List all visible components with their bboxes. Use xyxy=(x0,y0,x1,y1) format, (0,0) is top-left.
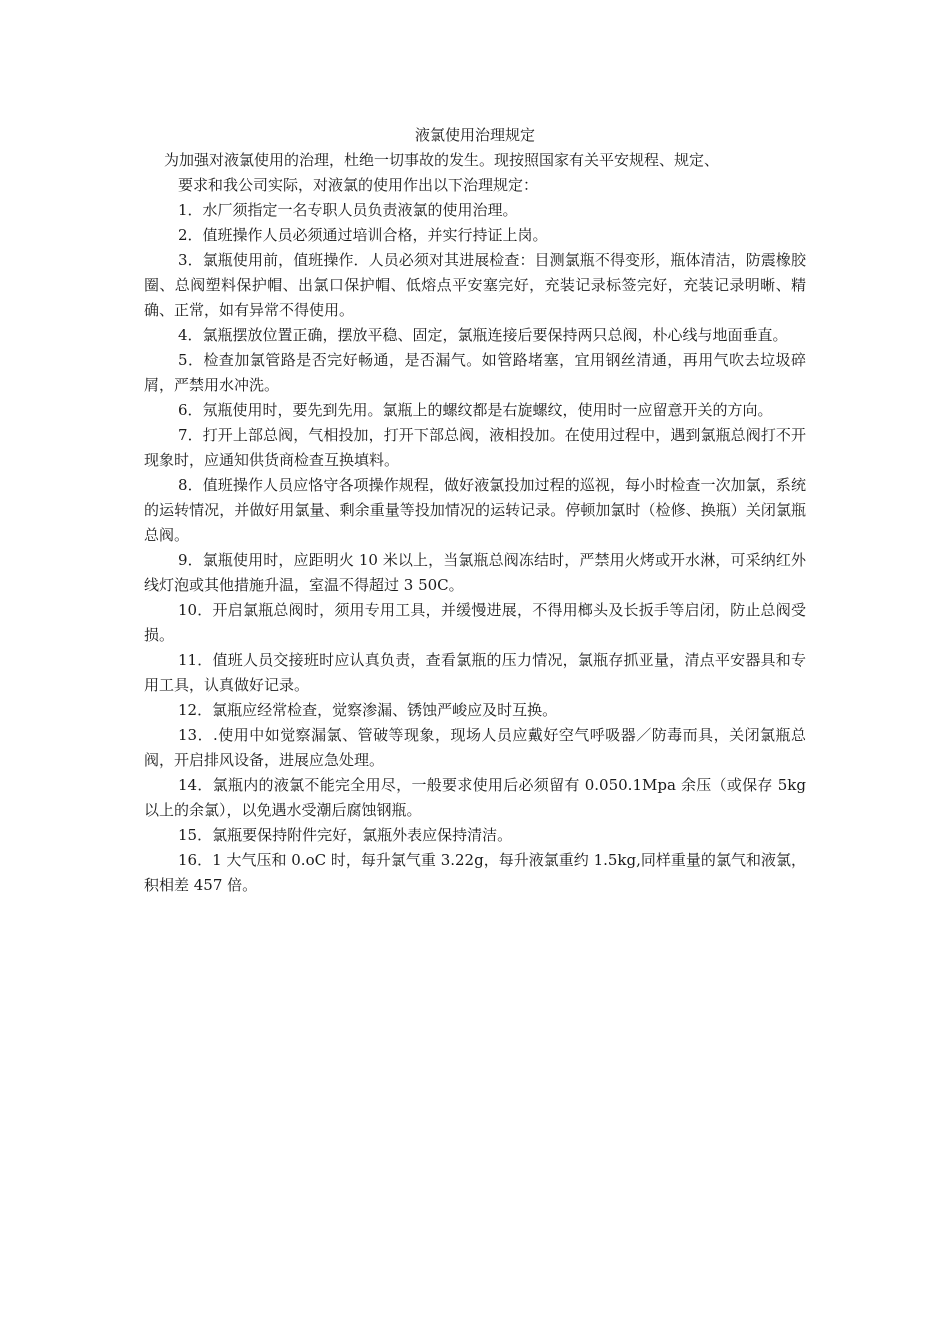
rule-item-6: 6．氖瓶使用时，要先到先用。氯瓶上的螺纹都是右旋螺纹，使用时一应留意开关的方向。 xyxy=(178,401,773,419)
rule-item-4: 4．氯瓶摆放位置正确，摆放平稳、固定，氯瓶连接后要保持两只总阀，朴心线与地面垂直。 xyxy=(178,326,788,344)
rule-item-5: 5．检查加氯管路是否完好畅通，是否漏气。如管路堵塞，宜用钢丝清通，再用气吹去垃圾碎屑，严禁用水冲洗。 xyxy=(144,351,806,394)
document-title: 液氯使用治理规定 xyxy=(414,126,535,144)
rule-item-2: 2．值班操作人员必须通过培训合格，并实行持证上岗。 xyxy=(178,226,548,244)
rule-item-8: 8．值班操作人员应恪守各项操作规程，做好液氯投加过程的巡视，每小时检查一次加氯，系统的运转情况，并做好用氯量、剩余重量等投加情况的运转记录。停顿加氯时（检修、换瓶）关闭氯瓶总阀。 xyxy=(144,476,806,544)
rule-item-13: 13．.使用中如觉察漏氯、管破等现象，现场人员应戴好空气呼吸器／防毒而具，关闭氯瓶总阀，开启排风设备，进展应急处理。 xyxy=(144,726,806,769)
intro-line-2: 要求和我公司实际，对液氯的使用作出以下治理规定： xyxy=(178,176,539,194)
rule-item-14: 14．氯瓶内的液氯不能完全用尽，一般要求使用后必须留有 0.050.1Mpa 余压（或保存 5kg 以上的余氯），以免遇水受潮后腐蚀钢瓶。 xyxy=(144,776,806,819)
rule-item-11: 11．值班人员交接班时应认真负责，查看氯瓶的压力情况，氯瓶存抓亚量，清点平安器具和专用工具，认真做好记录。 xyxy=(144,651,806,694)
rule-item-16: 16．1 大气压和 0.oC 时，每升氯气重 3.22g，每升液氯重约 1.5kg,同样重量的氯气和液氯，积相差 457 倍。 xyxy=(144,851,806,894)
rule-item-15: 15．氯瓶要保持附件完好，氯瓶外表应保持清洁。 xyxy=(178,826,513,844)
rule-item-12: 12．氯瓶应经常检查，觉察渗漏、锈蚀严峻应及时互换。 xyxy=(178,701,558,719)
document-page xyxy=(144,124,806,898)
rule-item-1: 1．水厂须指定一名专职人员负责液氯的使用治理。 xyxy=(178,201,518,219)
intro-paragraph xyxy=(144,148,806,198)
rule-item-10: 10．开启氯瓶总阀时，须用专用工具，并缓慢进展，不得用榔头及长扳手等启闭，防止总阀受损。 xyxy=(144,601,806,644)
rule-item-9: 9．氯瓶使用时，应距明火 10 米以上，当氯瓶总阀冻结时，严禁用火烤或开水淋，可采纳红外线灯泡或其他措施升温，室温不得超过 3 50C。 xyxy=(144,551,806,594)
intro-line-1: 为加强对液氯使用的治理，杜绝一切事故的发生。现按照国家有关平安规程、规定、 xyxy=(164,151,720,169)
rule-item-7: 7．打开上部总阀，气相投加，打开下部总阀，液相投加。在使用过程中，遇到氯瓶总阀打不开现象时，应通知供货商检查互换填料。 xyxy=(144,426,806,469)
rule-item-3: 3．氯瓶使用前，值班操作．人员必须对其进展检查：目测氯瓶不得变形，瓶体清洁，防震橡胶圈、总阀塑料保护帽、出氯口保护帽、低熔点平安塞完好，充装记录标签完好，充装记录明晰、精确、正常，如有异常不得使用。 xyxy=(144,251,806,319)
